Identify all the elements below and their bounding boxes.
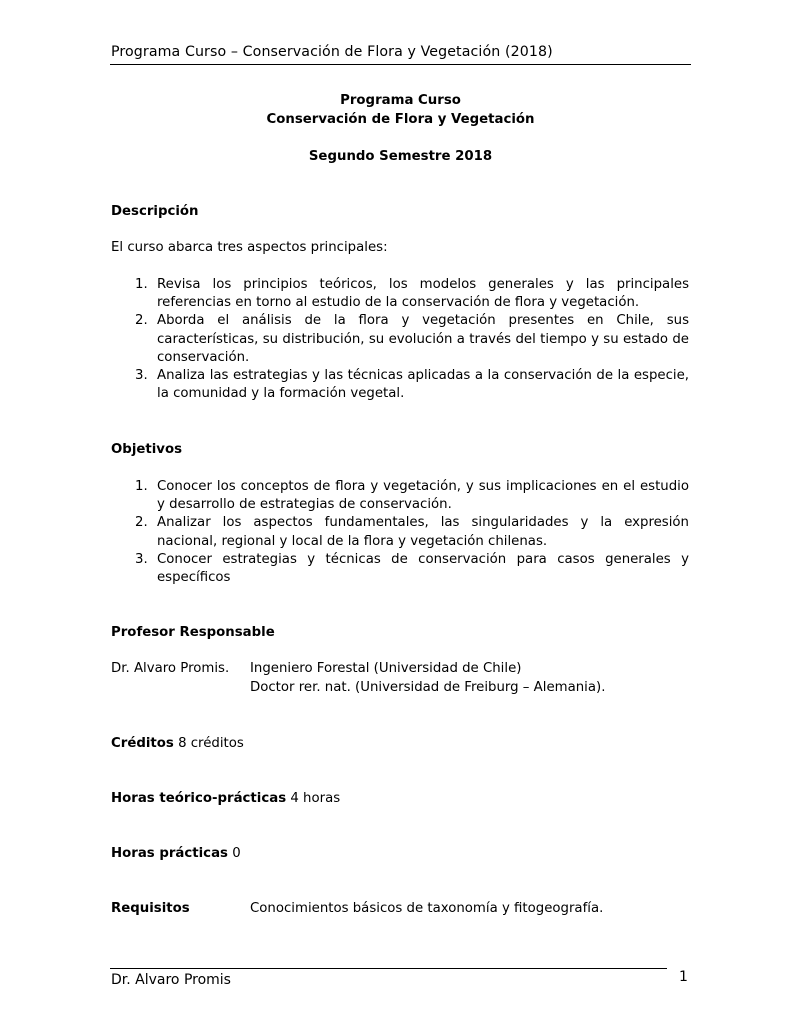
horas-teorico-label: Horas teórico-prácticas: [111, 791, 287, 806]
objetivos-list: [111, 478, 689, 587]
doc-title-line1: Programa Curso: [340, 93, 461, 108]
descripcion-list: [111, 276, 689, 403]
profesor-name: Dr. Alvaro Promis.: [111, 661, 230, 676]
creditos-label: Créditos: [111, 736, 174, 751]
footer-divider: [110, 968, 667, 969]
horas-practicas-row: [111, 846, 241, 861]
profesor-degree-1: Ingeniero Forestal (Universidad de Chile): [250, 661, 522, 676]
creditos-row: [111, 736, 244, 751]
doc-title-line2: Conservación de Flora y Vegetación: [266, 112, 535, 127]
horas-teorico-value: 4 horas: [290, 791, 341, 806]
list-item: 2. Analizar los aspectos fundamentales, las singularidades y la expresión nacional, regional y local de la flora y vegetación chilenas.: [135, 515, 689, 549]
page-number: 1: [679, 969, 688, 985]
list-item: 1. Conocer los conceptos de flora y vegetación, y sus implicaciones en el estudio y desarrollo de estrategias de conservación.: [135, 479, 689, 513]
requisitos-label: Requisitos: [111, 901, 190, 916]
list-item: 3. Analiza las estrategias y las técnicas aplicadas a la conservación de la especie, la comunidad y la formación vegetal.: [135, 368, 689, 402]
descripcion-intro: El curso abarca tres aspectos principales:: [111, 240, 388, 255]
list-item: 2. Aborda el análisis de la flora y vegetación presentes en Chile, sus características, su distribución, su evolución a través del tiempo y su estado de conservación.: [135, 313, 689, 365]
horas-practicas-value: 0: [232, 846, 241, 861]
objetivos-heading: Objetivos: [111, 442, 183, 457]
creditos-value: 8 créditos: [178, 736, 244, 751]
horas-teorico-row: [111, 791, 340, 806]
running-header: Programa Curso – Conservación de Flora y Vegetación (2018): [111, 44, 553, 60]
doc-semester: Segundo Semestre 2018: [308, 149, 493, 164]
horas-practicas-label: Horas prácticas: [111, 846, 228, 861]
requisitos-value: Conocimientos básicos de taxonomía y fitogeografía.: [250, 901, 604, 916]
profesor-degree-2: Doctor rer. nat. (Universidad de Freiburg – Alemania).: [250, 680, 606, 695]
header-divider: [110, 64, 691, 65]
list-item: 3. Conocer estrategias y técnicas de conservación para casos generales y específicos: [135, 551, 689, 586]
footer-author: Dr. Alvaro Promis: [111, 972, 231, 988]
list-item: 1. Revisa los principios teóricos, los modelos generales y las principales referencias en torno al estudio de la conservación de flora y vegetación.: [135, 277, 689, 311]
descripcion-heading: Descripción: [111, 204, 199, 219]
profesor-heading: Profesor Responsable: [111, 625, 275, 640]
